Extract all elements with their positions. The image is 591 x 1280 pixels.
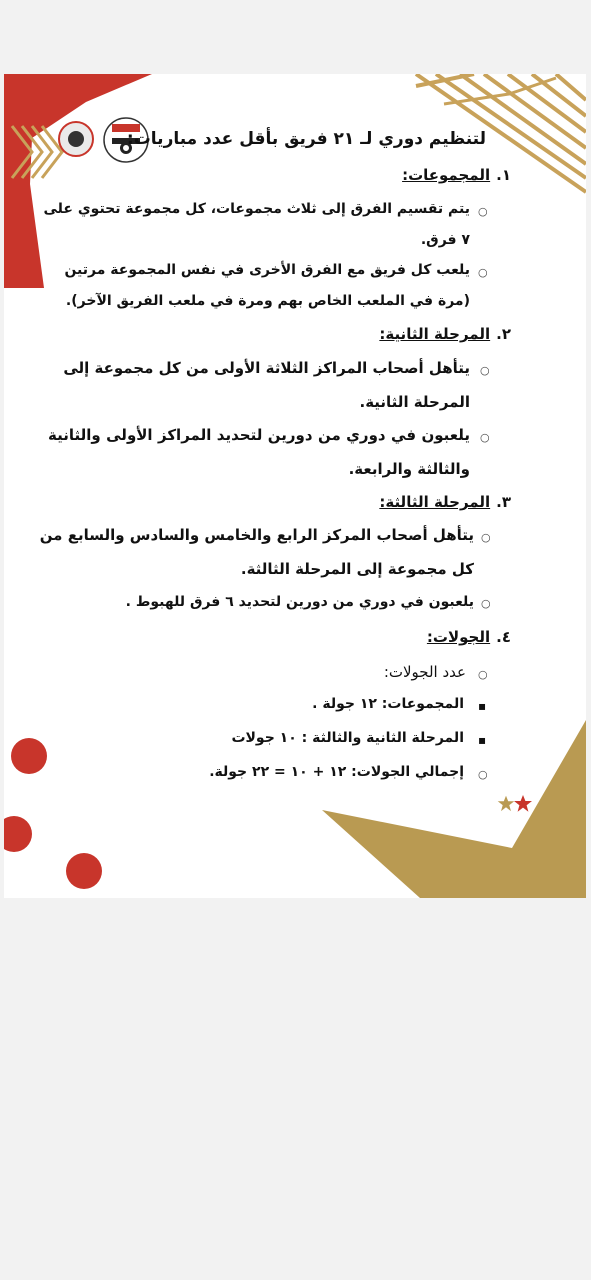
list-item-line: يلعبون في دوري من دورين لتحديد المراكز الأولى والثانية: [48, 426, 470, 444]
section-number: ٤.: [496, 628, 511, 646]
section-number: ١.: [496, 166, 511, 184]
section-title: المرحلة الثانية:: [379, 325, 491, 343]
bullet-circle: ○: [478, 205, 488, 218]
bullet-circle: ○: [480, 431, 490, 444]
section-2-heading: [379, 325, 511, 343]
list-item-line: كل مجموعة إلى المرحلة الثالثة.: [240, 560, 474, 578]
document-text: [4, 74, 586, 898]
list-item-line: عدد الجولات:: [383, 663, 466, 681]
list-item-line: المجموعات: ١٢ جولة .: [312, 696, 464, 712]
list-item-line: يلعبون في دوري من دورين لتحديد ٦ فرق للهبوط .: [125, 594, 474, 610]
section-number: ٢.: [496, 325, 511, 343]
section-title: المجموعات:: [402, 166, 491, 184]
bullet-circle: ○: [481, 597, 491, 610]
bullet-square: ▪: [478, 699, 487, 713]
section-title: الجولات:: [426, 628, 491, 646]
list-item-line: يتأهل أصحاب المراكز الثلاثة الأولى من كل مجموعة إلى: [63, 359, 470, 377]
bullet-circle: ○: [478, 768, 488, 781]
bullet-circle: ○: [481, 531, 491, 544]
list-item-line: يتأهل أصحاب المركز الرابع والخامس والسادس والسابع من: [39, 526, 474, 544]
document-page: [4, 74, 586, 898]
list-item-line: يلعب كل فريق مع الفرق الأخرى في نفس المجموعة مرتين: [64, 262, 470, 278]
section-4-heading: [427, 628, 511, 646]
list-item-line: المرحلة الثانية.: [359, 393, 470, 411]
list-item-line: إجمالي الجولات: ١٢ + ١٠ = ٢٢ جولة.: [209, 764, 464, 780]
list-item-line: يتم تقسيم الفرق إلى ثلاث مجموعات، كل مجموعة تحتوي على: [43, 201, 470, 217]
bullet-circle: ○: [478, 266, 488, 279]
list-item-line: (مرة في الملعب الخاص بهم ومرة في ملعب الفريق الآخر).: [65, 293, 470, 309]
section-number: ٣.: [496, 493, 511, 511]
bullet-circle: ○: [478, 668, 488, 681]
section-3-heading: [379, 493, 511, 511]
section-title: المرحلة الثالثة:: [379, 493, 491, 511]
list-item-line: والثالثة والرابعة.: [348, 460, 470, 478]
list-item-line: المرحلة الثانية والثالثة : ١٠ جولات: [231, 730, 464, 746]
bullet-square: ▪: [478, 733, 487, 747]
bullet-circle: ○: [480, 364, 490, 377]
list-item-line: ٧ فرق.: [420, 232, 470, 248]
page-title: لتنظيم دوري لـ ٢١ فريق بأقل عدد مباريات:: [126, 129, 486, 149]
section-1-heading: [402, 166, 511, 184]
